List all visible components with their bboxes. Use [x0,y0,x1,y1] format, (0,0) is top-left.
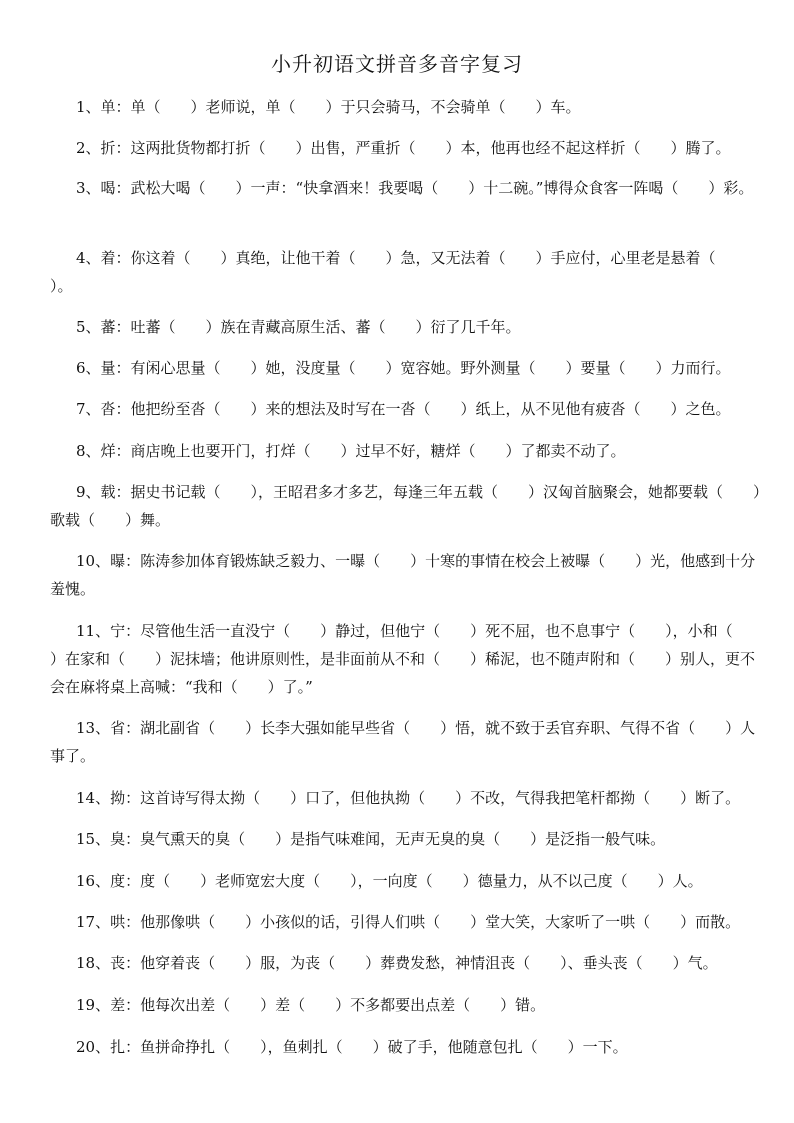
question-9: 9、载：据史书记载（ ），王昭君多才多艺，每逢三年五载（ ）汉匈首脑聚会，她都要载（ ）歌载（ ）舞。 [50,483,761,529]
question-11: 11、宁：尽管他生活一直没宁（ ）静过，但他宁（ ）死不屈，也不息事宁（ ），小和（ ）在家和（ ）泥抹墙；他讲原则性，是非面前从不和（ ）稀泥，也不随声附和（ ）别人，更不会在麻将桌上高喊：“我和（ ）了。” [50,622,763,696]
question-1: 1、单：单（ ）老师说，单（ ）于只会骑马，不会骑单（ ）车。 [76,98,581,116]
question-5: 5、蕃：吐蕃（ ）族在青藏高原生活、蕃（ ）衍了几千年。 [76,318,521,336]
question-8: 8、烊：商店晚上也要开门，打烊（ ）过早不好，糖烊（ ）了都卖不动了。 [76,442,626,460]
question-14: 14、拗：这首诗写得太拗（ ）口了，但他执拗（ ）不改，气得我把笔杆都拗（ ）断了。 [76,789,741,807]
question-20: 20、扎：鱼拼命挣扎（ ），鱼刺扎（ ）破了手，他随意包扎（ ）一下。 [76,1038,628,1056]
question-3: 3、喝：武松大喝（ ）一声：“快拿酒来！我要喝（ ）十二碗。”博得众食客一阵喝（ ）彩。 [76,179,754,197]
question-15: 15、臭：臭气熏天的臭（ ）是指气味难闻，无声无臭的臭（ ）是泛指一般气味。 [76,830,666,848]
question-6: 6、量：有闲心思量（ ）她，没度量（ ）宽容她。野外测量（ ）要量（ ）力而行。 [76,359,731,377]
question-7: 7、沓：他把纷至沓（ ）来的想法及时写在一沓（ ）纸上，从不见他有疲沓（ ）之色。 [76,400,731,418]
question-13: 13、省：湖北副省（ ）长李大强如能早些省（ ）悟，就不致于丢官弃职、气得不省（ ）人事了。 [50,719,756,765]
question-16: 16、度：度（ ）老师宽宏大度（ ），一向度（ ）德量力，从不以己度（ ）人。 [76,872,703,890]
page-title: 小升初语文拼音多音字复习 [271,52,523,76]
question-4: 4、着：你这着（ ）真绝，让他干着（ ）急，又无法着（ ）手应付，心里老是悬着（ ）。 [50,249,746,295]
question-2: 2、折：这两批货物都打折（ ）出售，严重折（ ）本，他再也经不起这样折（ ）腾了。 [76,139,731,157]
question-10: 10、曝：陈涛参加体育锻炼缺乏毅力、一曝（ ）十寒的事情在校会上被曝（ ）光，他感到十分羞愧。 [50,552,756,598]
question-18: 18、丧：他穿着丧（ ）服，为丧（ ）葬费发愁，神情沮丧（ ）、垂头丧（ ）气。 [76,954,718,972]
question-17: 17、哄：他那像哄（ ）小孩似的话，引得人们哄（ ）堂大笑，大家听了一哄（ ）而散。 [76,913,741,931]
question-19: 19、差：他每次出差（ ）差（ ）不多都要出点差（ ）错。 [76,996,546,1014]
